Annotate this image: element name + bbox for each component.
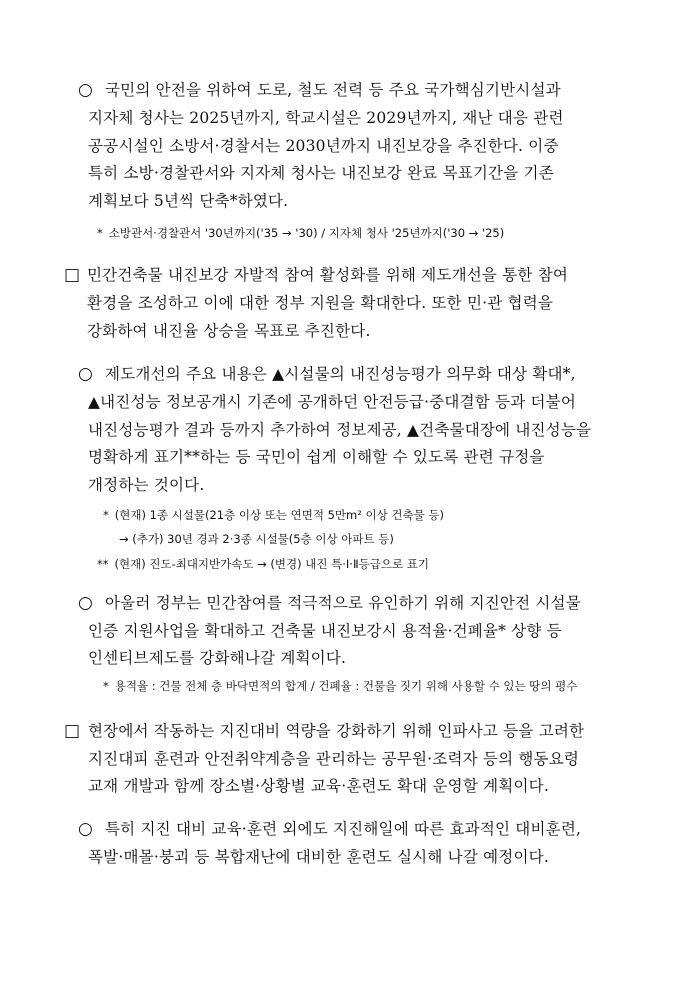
footnote-text: (현재) 진도-최대지반가속도 → (변경) 내진 특·Ⅰ·Ⅱ등급으로 표기 [114, 557, 429, 571]
footnote-text: 소방관서·경찰관서 '30년까지('35 → '30) / 지자체 청사 '25년까지('30 → '25) [108, 226, 505, 240]
paragraph-line: 특히 지진 대비 교육·훈련 외에도 지진해일에 따른 효과적인 대비훈련, [105, 820, 582, 838]
footnote-text: (현재) 1종 시설물(21층 이상 또는 연면적 5만m² 이상 건축물 등) [114, 508, 444, 522]
paragraph-line: 명확하게 표기**하는 등 국민이 쉽게 이해할 수 있도록 관련 규정을 [88, 448, 545, 466]
paragraph-line: ▲내진성능 정보공개시 기존에 공개하던 안전등급·중대결함 등과 더불어 [88, 393, 577, 411]
paragraph-line: 현장에서 작동하는 지진대비 역량을 강화하기 위해 인파사고 등을 고려한 [88, 722, 585, 740]
paragraph-line: 계획보다 5년씩 단축*하였다. [88, 191, 289, 210]
footnote [103, 674, 577, 698]
paragraph-line: 제도개선의 주요 내용은 ▲시설물의 내진성능평가 의무화 대상 확대*, [105, 365, 576, 383]
paragraph-line: 환경을 조성하고 이에 대한 정부 지원을 확대한다. 또한 민·관 협력을 [87, 294, 554, 312]
circle-bullet-icon: ○ [78, 80, 93, 100]
footnote-continuation [119, 527, 394, 551]
paragraph-line: 지진대피 훈련과 안전취약계층을 관리하는 공무원·조력자 등의 행동요령 [88, 749, 580, 768]
paragraph-line: 특히 소방·경찰관서와 지자체 청사는 내진보강 완료 목표기간을 기존 [88, 164, 554, 182]
square-bullet-icon: □ [64, 721, 81, 741]
paragraph-line: 폭발·매몰·붕괴 등 복합재난에 대비한 훈련도 실시해 나갈 예정이다. [88, 847, 549, 866]
paragraph-line: 인증 지원사업을 확대하고 건축물 내진보강시 용적율·건폐율* 상향 등 [88, 621, 562, 640]
asterisk-mark: * [103, 679, 109, 693]
paragraph-line: 강화하여 내진율 상승을 목표로 추진한다. [87, 321, 371, 340]
circle-bullet-icon: ○ [78, 593, 93, 613]
double-asterisk-mark: ** [97, 557, 109, 571]
paragraph-line: 인센티브제도를 강화해나갈 계획이다. [88, 649, 347, 667]
paragraph-line: 공공시설인 소방서·경찰서는 2030년까지 내진보강을 추진한다. 이중 [88, 136, 559, 155]
footnote [97, 221, 504, 245]
paragraph-line: 지자체 청사는 2025년까지, 학교시설은 2029년까지, 재난 대응 관련 [88, 109, 564, 127]
paragraph-line: 교재 개발과 함께 장소별·상황별 교육·훈련도 확대 운영할 계획이다. [88, 777, 549, 795]
footnote [103, 503, 444, 527]
footnote [97, 552, 429, 576]
square-bullet-icon: □ [64, 265, 81, 285]
asterisk-mark: * [103, 508, 109, 522]
paragraph-line: 민간건축물 내진보강 자발적 참여 활성화를 위해 제도개선을 통한 참여 [87, 266, 569, 284]
paragraph-line: 국민의 안전을 위하여 도로, 철도 전력 등 주요 국가핵심기반시설과 [105, 81, 561, 99]
paragraph-line: 아울러 정부는 민간참여를 적극적으로 유인하기 위해 지진안전 시설물 [105, 594, 581, 612]
footnote-text: → (추가) 30년 경과 2·3종 시설물(5층 이상 아파트 등) [119, 532, 394, 546]
circle-bullet-icon: ○ [78, 819, 93, 839]
footnote-text: 용적율 : 건물 전체 층 바닥면적의 합계 / 건폐율 : 건물을 짓기 위해 사용할 수 있는 땅의 평수 [114, 679, 578, 693]
paragraph-line: 개정하는 것이다. [88, 475, 205, 494]
asterisk-mark: * [97, 226, 103, 240]
paragraph-line: 내진성능평가 결과 등까지 추가하여 정보제공, ▲건축물대장에 내진성능을 [88, 420, 592, 439]
circle-bullet-icon: ○ [78, 364, 93, 384]
